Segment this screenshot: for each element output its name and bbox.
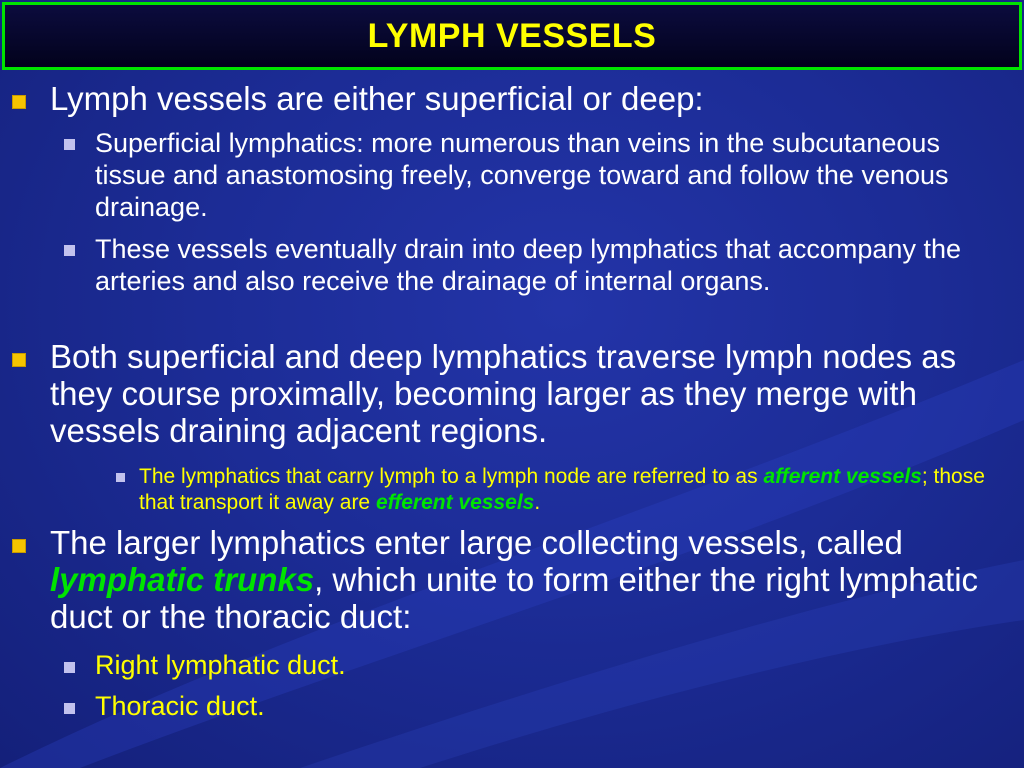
bullet-2-text: Both superficial and deep lymphatics traverse lymph nodes as they course proximally, becoming larger as they merge with vessels draining adjacent regions. — [50, 338, 957, 449]
efferent-vessels-term: efferent vessels — [375, 491, 535, 514]
bullet-3-1-text: Right lymphatic duct. — [95, 650, 346, 680]
bullet-3-post: , which unite to form either the right lymphatic duct or the thoracic duct: — [50, 561, 979, 635]
bullet-square-icon — [12, 539, 26, 553]
bullet-square-icon — [64, 245, 75, 256]
bullet-2-1-mid: ; those that transport it away are — [139, 465, 985, 514]
bullet-3-2-text: Thoracic duct. — [95, 691, 265, 721]
bullet-2-1-post: . — [534, 491, 541, 514]
bullet-square-icon — [12, 95, 26, 109]
bullet-1-2-text: These vessels eventually drain into deep lymphatics that accompany the arteries and also receive the drainage of internal organs. — [95, 234, 961, 296]
bullet-3-pre: The larger lymphatics enter large collecting vessels, called — [50, 524, 903, 561]
slide-title: LYMPH VESSELS — [367, 16, 657, 55]
bullet-square-icon — [116, 473, 125, 482]
bullet-square-icon — [12, 353, 26, 367]
bullet-2-1-pre: The lymphatics that carry lymph to a lymph node are referred to as — [139, 465, 764, 488]
bullet-1-1-text: Superficial lymphatics: more numerous than veins in the subcutaneous tissue and anastomosing freely, converge toward and follow the venous drainage. — [95, 128, 949, 222]
bullet-2-1-text — [139, 464, 1009, 516]
bullet-square-icon — [64, 662, 75, 673]
bullet-square-icon — [64, 139, 75, 150]
lymphatic-trunks-term: lymphatic trunks — [50, 561, 315, 598]
bullet-1-text: Lymph vessels are either superficial or deep: — [50, 80, 704, 117]
bullet-3-text — [50, 524, 1010, 635]
afferent-vessels-term: afferent vessels — [763, 465, 922, 488]
bullet-square-icon — [64, 703, 75, 714]
